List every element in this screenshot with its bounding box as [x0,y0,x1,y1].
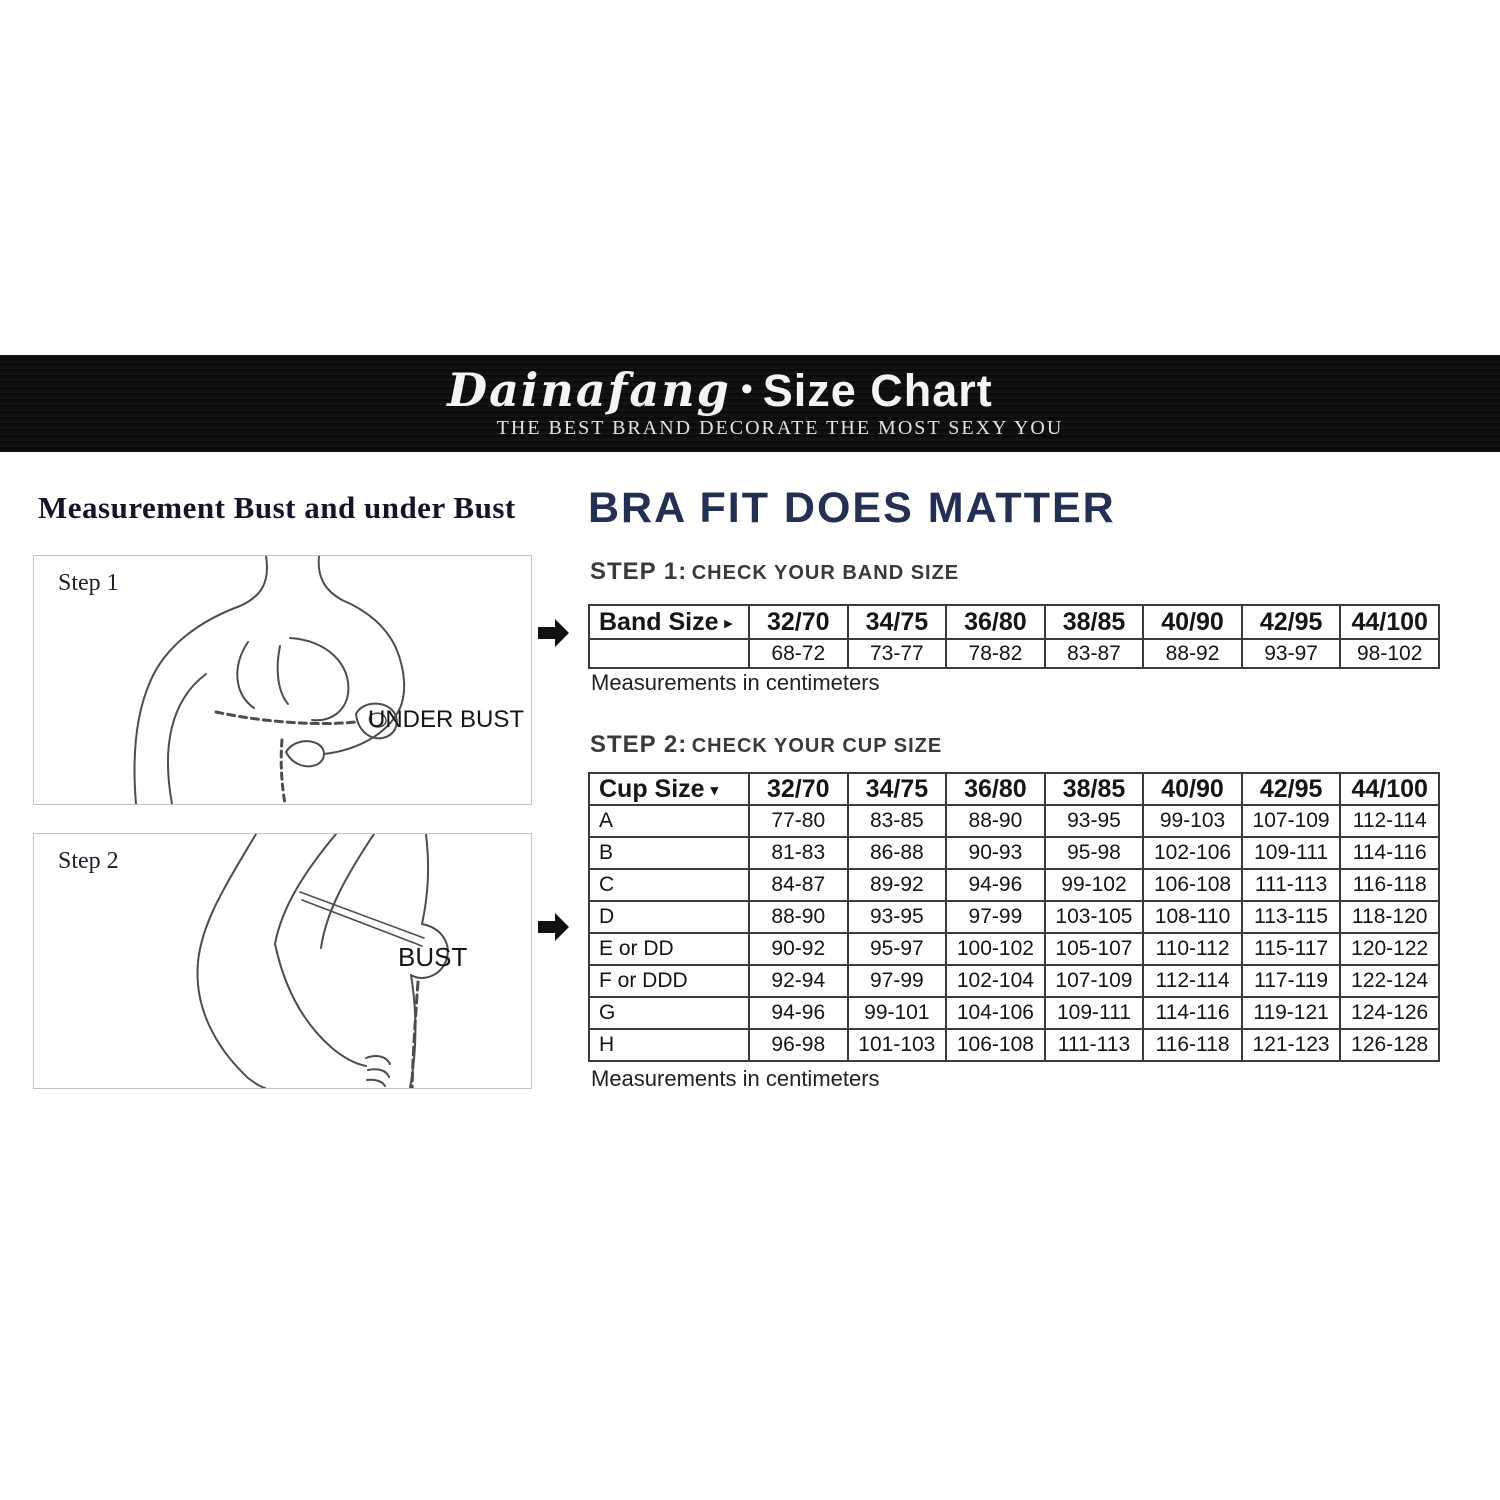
band-size-cell: 44/100 [1340,605,1439,639]
cup-size-header-label: Cup Size ▾ [589,773,749,805]
cup-range-cell: 86-88 [848,837,947,869]
cup-range-cell: 94-96 [749,997,848,1029]
brand-banner [0,355,1500,452]
cup-range-cell: 109-111 [1242,837,1341,869]
cup-range-cell: 90-92 [749,933,848,965]
band-size-cell: 36/80 [946,605,1045,639]
cup-table-row [589,997,1439,1029]
step1-illustration-box [33,555,532,805]
cup-size-cell: 40/90 [1143,773,1242,805]
cup-range-cell: 119-121 [1242,997,1341,1029]
cup-row-label: G [589,997,749,1029]
cup-table-row [589,1029,1439,1061]
cup-range-cell: 97-99 [848,965,947,997]
cup-range-cell: 115-117 [1242,933,1341,965]
cup-row-label: C [589,869,749,901]
cup-range-cell: 108-110 [1143,901,1242,933]
cup-range-cell: 99-101 [848,997,947,1029]
banner-tagline: THE BEST BRAND DECORATE THE MOST SEXY YOU [496,417,1064,439]
cup-table-note: Measurements in centimeters [591,1066,880,1091]
band-size-cell: 42/95 [1242,605,1341,639]
band-size-header-label: Band Size ▸ [589,605,749,639]
cup-range-cell: 106-108 [946,1029,1045,1061]
cup-row-label: F or DDD [589,965,749,997]
cup-range-cell: 88-90 [749,901,848,933]
band-range-cell: 83-87 [1045,639,1144,668]
cup-range-cell: 120-122 [1340,933,1439,965]
cup-range-cell: 116-118 [1340,869,1439,901]
cup-range-cell: 112-114 [1143,965,1242,997]
cup-range-cell: 96-98 [749,1029,848,1061]
cup-range-cell: 99-102 [1045,869,1144,901]
band-size-cell: 34/75 [848,605,947,639]
step1-subtitle: CHECK YOUR BAND SIZE [691,562,960,584]
cup-range-cell: 122-124 [1340,965,1439,997]
measurement-heading: Measurement Bust and under Bust [38,490,516,525]
cup-size-cell: 32/70 [749,773,848,805]
cup-size-cell: 42/95 [1242,773,1341,805]
cup-table-row [589,805,1439,837]
cup-range-cell: 89-92 [848,869,947,901]
cup-row-label: A [589,805,749,837]
step2-prefix: STEP 2: [590,731,688,758]
cup-size-cell: 38/85 [1045,773,1144,805]
band-size-cell: 40/90 [1143,605,1242,639]
band-range-cell: 78-82 [946,639,1045,668]
step1-heading [590,558,959,586]
cup-row-label: D [589,901,749,933]
cup-table-row [589,869,1439,901]
cup-range-cell: 107-109 [1242,805,1341,837]
band-range-cell: 98-102 [1340,639,1439,668]
cup-range-cell: 121-123 [1242,1029,1341,1061]
cup-size-cell: 36/80 [946,773,1045,805]
cup-range-cell: 83-85 [848,805,947,837]
cup-range-cell: 77-80 [749,805,848,837]
banner-title [0,363,1440,417]
banner-title-text: Size Chart [762,365,993,416]
cup-range-cell: 114-116 [1143,997,1242,1029]
cup-range-cell: 117-119 [1242,965,1341,997]
cup-range-cell: 114-116 [1340,837,1439,869]
cup-range-cell: 111-113 [1242,869,1341,901]
page-title: BRA FIT DOES MATTER [588,484,1116,532]
cup-range-cell: 103-105 [1045,901,1144,933]
cup-range-cell: 92-94 [749,965,848,997]
cup-range-cell: 124-126 [1340,997,1439,1029]
band-empty-cell [589,639,749,668]
cup-range-cell: 111-113 [1045,1029,1144,1061]
right-arrow-icon [538,912,570,942]
cup-range-cell: 100-102 [946,933,1045,965]
cup-range-cell: 110-112 [1143,933,1242,965]
band-table-note: Measurements in centimeters [591,670,880,695]
cup-range-cell: 126-128 [1340,1029,1439,1061]
cup-range-cell: 102-104 [946,965,1045,997]
cup-range-cell: 109-111 [1045,997,1144,1029]
cup-range-cell: 112-114 [1340,805,1439,837]
step1-prefix: STEP 1: [590,558,688,585]
cup-range-cell: 104-106 [946,997,1045,1029]
cup-range-cell: 107-109 [1045,965,1144,997]
cup-table-row [589,837,1439,869]
step2-heading [590,731,942,759]
step2-subtitle: CHECK YOUR CUP SIZE [691,735,943,757]
cup-range-cell: 99-103 [1143,805,1242,837]
cup-range-cell: 102-106 [1143,837,1242,869]
cup-row-label: E or DD [589,933,749,965]
cup-range-cell: 93-95 [848,901,947,933]
cup-size-cell: 34/75 [848,773,947,805]
cup-row-label: H [589,1029,749,1061]
band-range-cell: 68-72 [749,639,848,668]
cup-range-cell: 116-118 [1143,1029,1242,1061]
right-triangle-icon: ▸ [724,614,733,632]
cup-range-cell: 84-87 [749,869,848,901]
bullet-separator: • [740,370,753,408]
right-arrow-icon [538,618,570,648]
step1-label: Step 1 [58,570,119,596]
cup-range-cell: 106-108 [1143,869,1242,901]
cup-range-cell: 90-93 [946,837,1045,869]
cup-table-row [589,901,1439,933]
band-size-cell: 38/85 [1045,605,1144,639]
cup-table-row [589,933,1439,965]
cup-range-cell: 81-83 [749,837,848,869]
cup-size-table [588,772,1440,1062]
cup-range-cell: 95-97 [848,933,947,965]
cup-range-cell: 93-95 [1045,805,1144,837]
cup-range-cell: 101-103 [848,1029,947,1061]
band-range-cell: 88-92 [1143,639,1242,668]
cup-range-cell: 113-115 [1242,901,1341,933]
band-range-cell: 93-97 [1242,639,1341,668]
brand-name: Dainafang [447,363,731,417]
band-size-table [588,604,1440,669]
step2-label: Step 2 [58,848,119,874]
band-size-cell: 32/70 [749,605,848,639]
step2-illustration-box [33,833,532,1089]
under-bust-label: UNDER BUST [368,706,525,733]
cup-range-cell: 118-120 [1340,901,1439,933]
cup-table-row [589,965,1439,997]
cup-range-cell: 97-99 [946,901,1045,933]
down-triangle-icon: ▾ [710,781,719,799]
band-range-cell: 73-77 [848,639,947,668]
cup-range-cell: 105-107 [1045,933,1144,965]
cup-range-cell: 88-90 [946,805,1045,837]
bust-label: BUST [398,942,468,972]
cup-range-cell: 94-96 [946,869,1045,901]
cup-row-label: B [589,837,749,869]
cup-size-cell: 44/100 [1340,773,1439,805]
cup-range-cell: 95-98 [1045,837,1144,869]
